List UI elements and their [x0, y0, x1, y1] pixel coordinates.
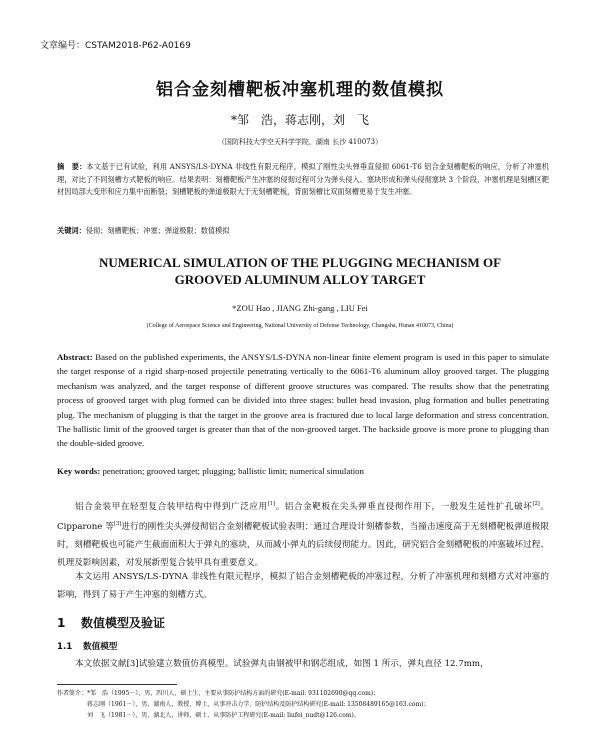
body-paragraph-2: 本文运用 ANSYS/LS-DYNA 非线性有限元程序，模拟了铝合金刻槽靶板的冲塞过程，分析了冲塞机理和刻槽方式对冲塞的影响，得到了易于产生冲塞的刻槽方式。 — [57, 572, 549, 600]
footnote-author-3: 刘 飞（1981－），男，湖北人，讲师，硕士，从事防护工程研究(E-mail: liufei_nudt@126.com)。 — [57, 712, 360, 719]
footnotes — [57, 688, 557, 721]
subsection-heading-1-1 — [57, 640, 117, 652]
abstract-english-label: Abstract: — [57, 352, 93, 362]
citation-1: [1] — [267, 501, 275, 507]
abstract-chinese-label: 摘 要： — [57, 162, 87, 171]
para1-part-a: 铝合金装甲在轻型复合装甲结构中得到广泛应用 — [75, 501, 268, 512]
citation-2: [2] — [532, 501, 540, 507]
keywords-english-text: penetration; grooved target; plugging; ballistic limit; numerical simulation — [100, 466, 364, 476]
footnote-author-1: 作者简介：*邹 浩（1995－），男，四川人，硕士生，主要从事防护结构方面的研究(E-mail: 931102690@qq.com)； — [57, 690, 380, 697]
affiliation-english: (College of Aerospace Science and Engineering, National University of Defense Technology, Changsha, Hunan 410073, China) — [146, 323, 454, 329]
authors-chinese: *邹 浩，蒋志刚，刘 飞 — [230, 113, 369, 127]
title-english-line1: NUMERICAL SIMULATION OF THE PLUGGING MECHANISM OF — [98, 255, 502, 270]
citation-3: [3] — [113, 521, 122, 528]
keywords-english-label: Key words: — [57, 466, 101, 476]
title-english — [0, 254, 600, 288]
subsection-number: 1.1 — [57, 642, 73, 652]
keywords-english — [57, 466, 549, 476]
title-chinese: 铝合金刻槽靶板冲塞机理的数值模拟 — [156, 80, 444, 100]
para1-part-d: 进行的刚性尖头弹侵彻铝合金刻槽靶板试验表明：通过合理设计刻槽参数，当撞击速度高于无刻槽靶板弹道极限时，刻槽靶板也可能产生截面面积大于弹丸的塞块，从而减小弹丸的后续侵彻能力。因此，研究铝合金刻槽靶板的冲塞破坏过程、机理及影响因素，对发展新型复合装甲具有重要意义。 — [57, 522, 549, 568]
para1-part-b: 。铝合金靶板在尖头弹垂直侵彻作用下，一般发生延性扩孔破坏 — [275, 501, 533, 512]
body-paragraph-3: 本文依据文献[3]试验建立数值仿真模型。试验弹丸由钢被甲和钢芯组成，如图 1 所示，弹丸直径 12.7mm， — [75, 659, 489, 669]
keywords-chinese-label: 关键词： — [57, 226, 86, 235]
section-title: 数值模型及验证 — [81, 616, 166, 630]
footnote-divider — [57, 684, 177, 685]
article-number: 文章编号：CSTAM2018-P62-A0169 — [40, 41, 191, 51]
body-paragraph-1 — [57, 496, 549, 572]
subsection-title: 数值模型 — [83, 642, 118, 652]
abstract-chinese-text: 本文基于已有试验，利用 ANSYS/LS-DYNA 非线性有限元程序，模拟了刚性尖头弹垂直侵彻 6061-T6 铝合金刻槽靶板的响应，分析了冲塞机理，对比了不同刻槽方式靶板的响应。结果表明：刻槽靶板产生冲塞的侵彻过程可分为弹头侵入、塞块形成和弹头侵彻塞块 3 个阶段，冲塞机理是刻槽区靶材因局部大变形和应力集中而断裂；刻槽靶板的弹道极限大于无刻槽靶板，背面刻槽比双面刻槽更易于发生冲塞。 — [57, 162, 549, 196]
para1-part-c: 。Cipparone 等 — [57, 501, 549, 533]
section-heading-1 — [57, 614, 165, 631]
title-english-line2: GROOVED ALUMINUM ALLOY TARGET — [174, 272, 426, 287]
abstract-chinese — [57, 161, 549, 199]
authors-english: *ZOU Hao , JIANG Zhi-gang , LIU Fei — [232, 303, 368, 313]
abstract-english-text: Based on the published experiments, the ANSYS/LS-DYNA non-linear finite element program is used in this paper to simulate the target response of a rigid sharp-nosed projectile penetrating vertically to the 6061-T6 aluminum alloy grooved target. The plugging mechanism was analyzed, and the target response of different groove structures was compared. The results show that the penetrating process of grooved target with plug formed can be divided into three stages: bullet head invasion, plug formation and bullet penetrating plug. The mechanism of plugging is that the target in the groove area is fractured due to local large deformation and stress concentration. The ballistic limit of the grooved target is greater than that of the non-grooved target. The backside groove is more prone to plugging than the double-sided groove. — [57, 352, 549, 449]
section-number: 1 — [57, 616, 66, 630]
keywords-chinese-text: 侵彻；刻槽靶板；冲塞；弹道极限；数值模拟 — [85, 226, 230, 235]
keywords-chinese — [57, 226, 549, 236]
footnote-author-2: 蒋志刚（1961－），男，湖南人，教授，博士，从事冲击力学、防护结构及防护结构研究(E-mail: 13508489165@163.com)； — [57, 701, 430, 708]
abstract-english — [57, 350, 549, 451]
affiliation-chinese: （国防科技大学空天科学学院，湖南 长沙 410073） — [217, 138, 383, 146]
